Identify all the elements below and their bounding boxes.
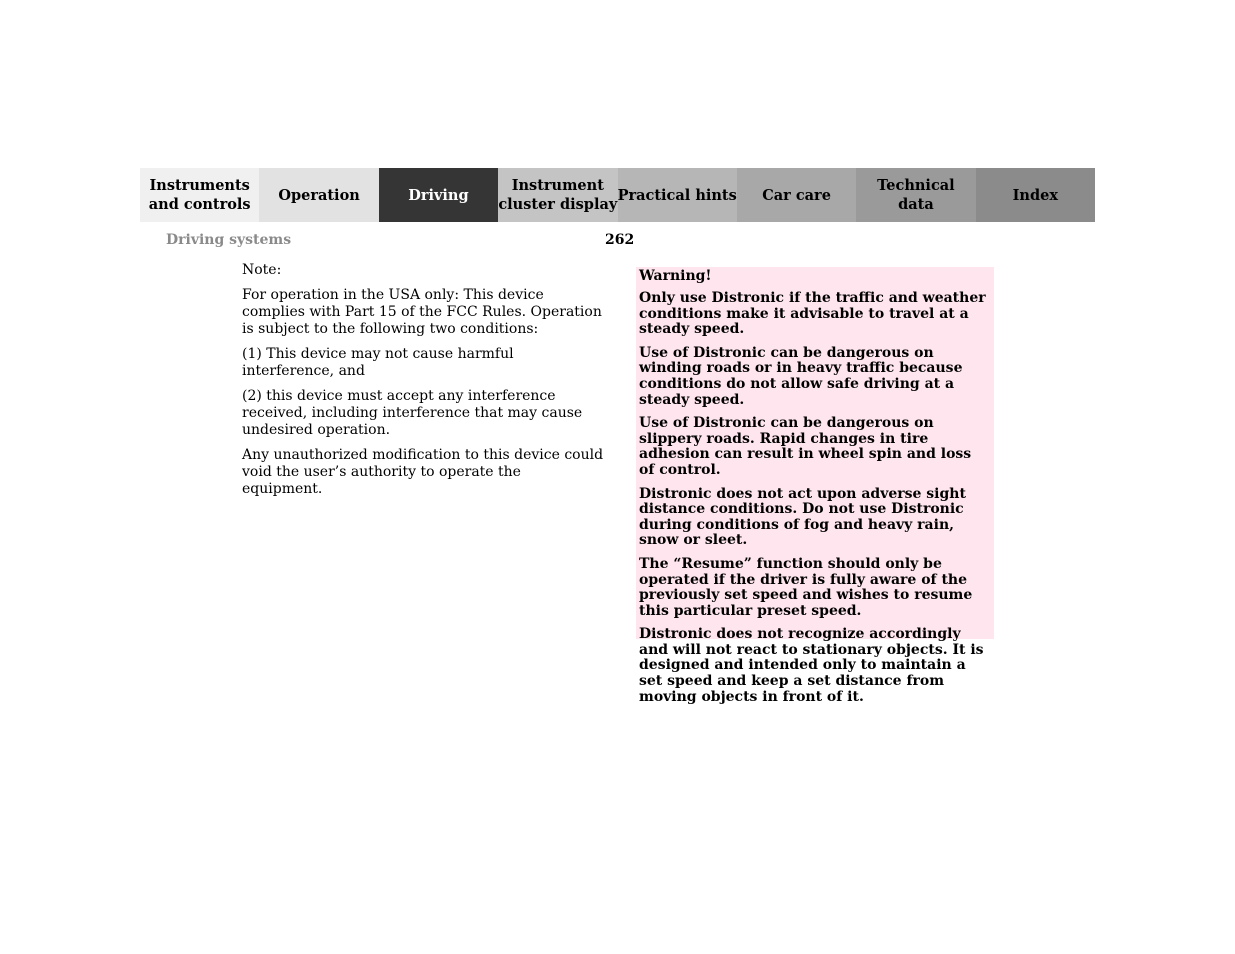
warning-paragraph: Use of Distronic can be dangerous on winding roads or in heavy traffic because conditions do not allow safe driving at a steady speed. xyxy=(639,344,963,408)
tab-index[interactable]: Index xyxy=(976,168,1095,222)
tab-car-care[interactable]: Car care xyxy=(737,168,856,222)
note-paragraph: (2) this device must accept any interference received, including interference that may cause undesired operation. xyxy=(242,388,583,438)
note-title: Note: xyxy=(242,262,282,278)
warning-paragraph: Only use Distronic if the traffic and weather conditions make it advisable to travel at a steady speed. xyxy=(639,290,986,338)
chapter-tabs xyxy=(140,168,1095,222)
tab-driving[interactable]: Driving xyxy=(379,168,498,222)
tab-technical-data[interactable]: Technical data xyxy=(856,168,975,222)
tab-instruments-and-controls[interactable]: Instruments and controls xyxy=(140,168,259,222)
warning-title: Warning! xyxy=(639,268,712,284)
note-column xyxy=(242,262,604,506)
page-number: 262 xyxy=(605,232,635,248)
note-paragraph: Any unauthorized modification to this device could void the user’s authority to operate the equipment. xyxy=(242,447,604,497)
tab-instrument-cluster-display[interactable]: Instrument cluster display xyxy=(498,168,617,222)
warning-paragraph: Use of Distronic can be dangerous on slippery roads. Rapid changes in tire adhesion can result in wheel spin and loss of control. xyxy=(639,415,972,478)
note-paragraph: For operation in the USA only: This device complies with Part 15 of the FCC Rules. Operation is subject to the following two conditions: xyxy=(242,287,602,337)
warning-paragraph: The “Resume” function should only be operated if the driver is fully aware of the previously set speed and wishes to resume this particular preset speed. xyxy=(639,555,973,619)
section-title: Driving systems xyxy=(166,232,292,248)
warning-box xyxy=(636,267,994,705)
warning-paragraph: Distronic does not recognize accordingly and will not react to stationary objects. It is designed and intended only to maintain a set speed and keep a set distance from moving objects in front of it. xyxy=(639,626,984,705)
tab-operation[interactable]: Operation xyxy=(259,168,378,222)
note-paragraph: (1) This device may not cause harmful interference, and xyxy=(242,346,514,379)
tab-practical-hints[interactable]: Practical hints xyxy=(618,168,737,222)
warning-paragraph: Distronic does not act upon adverse sight distance conditions. Do not use Distronic during conditions of fog and heavy rain, snow or sleet. xyxy=(639,485,966,549)
